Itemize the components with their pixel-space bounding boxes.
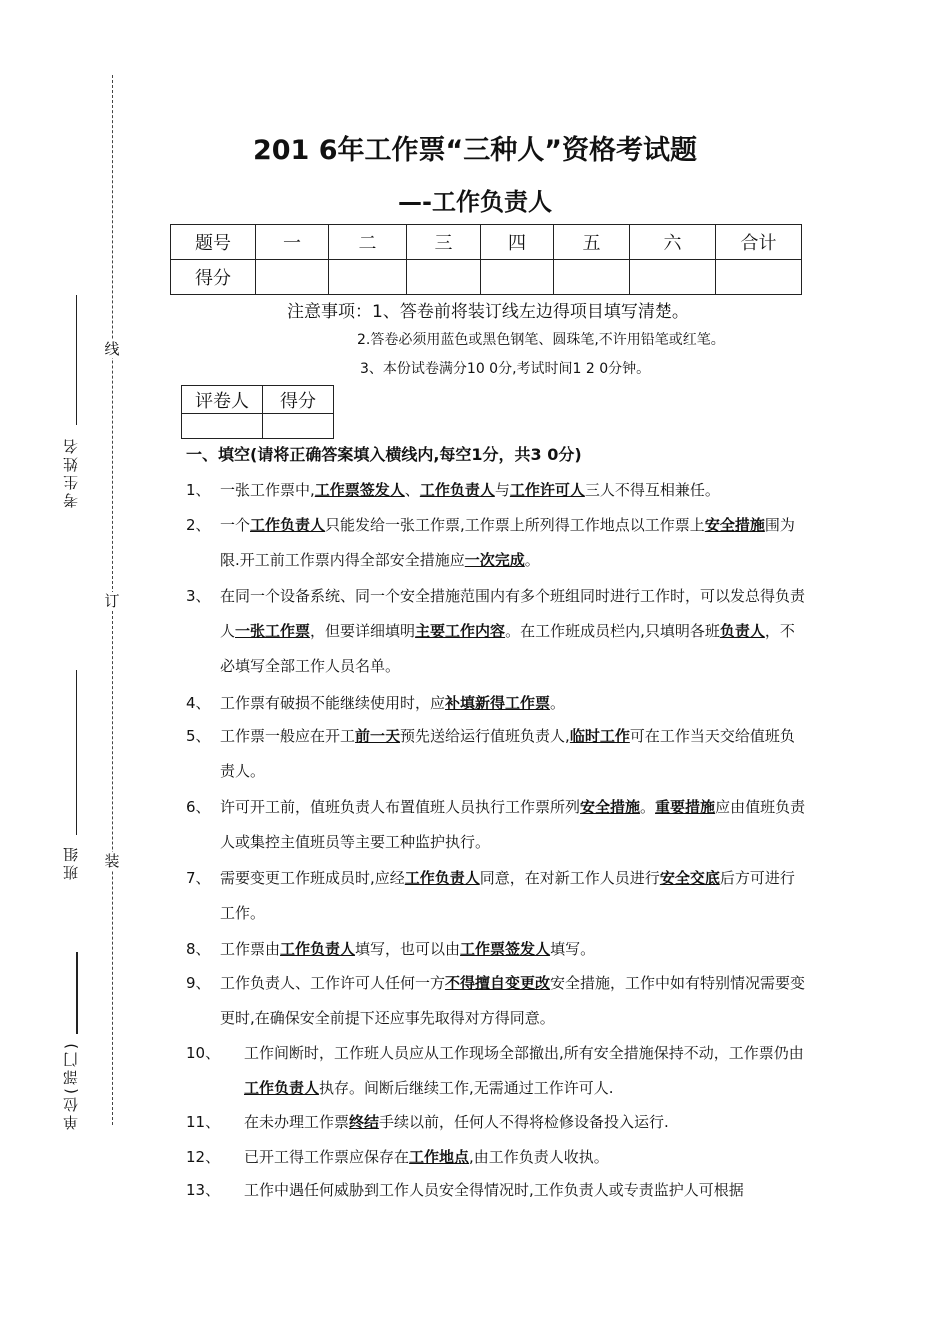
question-number: 7、 xyxy=(186,869,211,887)
question-text-segment: 工作中遇任何威胁到工作人员安全得情况时,工作负责人或专责监护人可根据 xyxy=(244,1181,744,1199)
question-text-segment: 围为限.开工前工作票内得全部安全措施应 xyxy=(220,516,795,569)
grader-input-row xyxy=(182,414,334,439)
question-text-segment: 工作间断时，工作班人员应从工作现场全部撤出,所有安全措施保持不动，工作票仍由 xyxy=(244,1044,804,1062)
question-text-segment: ,由工作负责人收执。 xyxy=(469,1148,609,1166)
header-cell: 一 xyxy=(256,225,329,260)
question-text xyxy=(186,686,806,721)
question-text-segment: 工作票由 xyxy=(220,940,281,958)
answer-blank[interactable]: 安全交底 xyxy=(659,869,720,887)
answer-blank[interactable]: 工作许可人 xyxy=(509,481,585,499)
question-text xyxy=(186,473,806,508)
question-text-segment: 一个 xyxy=(220,516,251,534)
question-text xyxy=(186,719,806,789)
score-cell[interactable] xyxy=(407,260,481,295)
answer-blank[interactable]: 工作票签发人 xyxy=(314,481,405,499)
question-text-segment: 需要变更工作班成员时,应经 xyxy=(220,869,405,887)
answer-blank[interactable]: 临时工作 xyxy=(569,727,630,745)
question-text-segment: 填写。 xyxy=(550,940,596,958)
binding-char-line: 线 xyxy=(104,340,120,358)
binding-char-bind: 装 xyxy=(104,852,120,870)
exam-title: 201 6年工作票“三种人”资格考试题 xyxy=(252,135,698,166)
unit-fill-line xyxy=(76,952,78,1034)
question-text-segment: 安全措施，工作中如有特别情况需要变更时,在确保安全前提下还应事先取得对方得同意。 xyxy=(220,974,806,1027)
question-item xyxy=(186,1036,806,1106)
question-number: 8、 xyxy=(186,940,211,958)
question-text-segment: 三人不得互相兼任。 xyxy=(584,481,720,499)
question-text-segment: 执存。间断后继续工作,无需通过工作许可人. xyxy=(319,1079,614,1097)
question-text-segment: 手续以前，任何人不得将检修设备投入运行. xyxy=(379,1113,669,1131)
question-number: 4、 xyxy=(186,694,211,712)
answer-blank[interactable]: 工作票签发人 xyxy=(460,940,551,958)
answer-blank[interactable]: 安全措施 xyxy=(580,798,641,816)
answer-blank[interactable]: 工作负责人 xyxy=(244,1079,320,1097)
question-text-segment: 。 xyxy=(550,694,566,712)
question-item xyxy=(186,1140,806,1175)
question-item xyxy=(186,932,806,967)
question-text-segment: 同意，在对新工作人员进行 xyxy=(479,869,660,887)
question-item xyxy=(186,719,806,789)
question-text-segment: ，但要详细填明 xyxy=(310,622,416,640)
score-table-score-row xyxy=(171,260,802,295)
question-number: 12、 xyxy=(186,1148,221,1166)
question-text xyxy=(186,1140,806,1175)
question-item xyxy=(186,686,806,721)
score-cell[interactable] xyxy=(329,260,407,295)
notice-1: 注意事项：1、答卷前将装订线左边得项目填写清楚。 xyxy=(287,302,689,322)
question-text xyxy=(186,579,806,684)
grader-cell[interactable] xyxy=(182,414,263,439)
header-cell: 三 xyxy=(407,225,481,260)
question-text xyxy=(186,1036,806,1106)
answer-blank[interactable]: 终结 xyxy=(349,1113,380,1131)
question-text-segment: 工作负责人、工作许可人任何一方 xyxy=(220,974,446,992)
answer-blank[interactable]: 前一天 xyxy=(355,727,401,745)
question-text-segment: 已开工得工作票应保存在 xyxy=(244,1148,410,1166)
grader-header-cell: 评卷人 xyxy=(182,386,263,414)
notice-2: 2.答卷必须用蓝色或黑色钢笔、圆珠笔,不许用铅笔或红笔。 xyxy=(357,332,725,348)
header-cell: 四 xyxy=(481,225,554,260)
header-cell: 六 xyxy=(630,225,716,260)
header-cell: 题号 xyxy=(171,225,256,260)
answer-blank[interactable]: 一次完成 xyxy=(464,551,525,569)
answer-blank[interactable]: 工作负责人 xyxy=(404,869,480,887)
answer-blank[interactable]: 负责人 xyxy=(719,622,765,640)
answer-blank[interactable]: 工作地点 xyxy=(409,1148,470,1166)
question-text xyxy=(186,1173,806,1208)
question-text xyxy=(186,790,806,860)
question-item xyxy=(186,861,806,931)
binding-char-staple: 订 xyxy=(104,592,120,610)
question-text-segment: 预先送给运行值班负责人, xyxy=(400,727,570,745)
student-name-label: 考生姓名 xyxy=(62,436,80,508)
question-text-segment: 。在工作班成员栏内,只填明各班 xyxy=(505,622,720,640)
team-label: 班组 xyxy=(62,844,80,880)
answer-blank[interactable]: 工作负责人 xyxy=(250,516,326,534)
question-number: 6、 xyxy=(186,798,211,816)
question-text-segment: 可在工作当天交给值班负责人。 xyxy=(220,727,795,780)
question-text-segment: 在未办理工作票 xyxy=(244,1113,350,1131)
question-text-segment: 在同一个设备系统、同一个安全措施范围内有多个班组同时进行工作时，可以发总得负责人 xyxy=(220,587,806,640)
question-number: 11、 xyxy=(186,1113,221,1131)
score-table xyxy=(170,224,802,295)
answer-blank[interactable]: 安全措施 xyxy=(704,516,765,534)
score-cell[interactable] xyxy=(554,260,630,295)
answer-blank[interactable]: 重要措施 xyxy=(655,798,716,816)
answer-blank[interactable]: 补填新得工作票 xyxy=(445,694,551,712)
answer-blank[interactable]: 工作负责人 xyxy=(280,940,356,958)
question-text-segment: 与 xyxy=(494,481,510,499)
answer-blank[interactable]: 主要工作内容 xyxy=(415,622,506,640)
section-1-heading: 一、填空(请将正确答案填入横线内,每空1分，共3 0分) xyxy=(186,445,582,464)
question-text-segment: 工作票有破损不能继续使用时，应 xyxy=(220,694,446,712)
question-item xyxy=(186,1105,806,1140)
question-number: 2、 xyxy=(186,516,211,534)
score-table-header-row xyxy=(171,225,802,260)
question-item xyxy=(186,1173,806,1208)
question-text-segment: 一张工作票中, xyxy=(220,481,315,499)
exam-subtitle: —-工作负责人 xyxy=(398,188,552,216)
notice-3: 3、本份试卷满分10 0分,考试时间1 2 0分钟。 xyxy=(360,361,651,377)
grader-header-row xyxy=(182,386,334,414)
grader-score-cell[interactable] xyxy=(263,414,334,439)
question-text-segment: 。 xyxy=(524,551,540,569)
question-number: 3、 xyxy=(186,587,211,605)
score-cell[interactable] xyxy=(481,260,554,295)
score-row-label: 得分 xyxy=(171,260,256,295)
question-text-segment: 、 xyxy=(404,481,420,499)
question-text-segment: 只能发给一张工作票,工作票上所列得工作地点以工作票上 xyxy=(325,516,705,534)
question-item xyxy=(186,966,806,1036)
question-item xyxy=(186,508,806,578)
header-cell: 五 xyxy=(554,225,630,260)
score-cell[interactable] xyxy=(256,260,329,295)
question-text-segment: 填写，也可以由 xyxy=(355,940,461,958)
question-number: 1、 xyxy=(186,481,211,499)
question-number: 10、 xyxy=(186,1044,221,1062)
question-text-segment: 应由值班负责人或集控主值班员等主要工种监护执行。 xyxy=(220,798,806,851)
question-number: 13、 xyxy=(186,1181,221,1199)
grader-table xyxy=(181,385,334,439)
question-text xyxy=(186,966,806,1036)
question-text-segment: 后方可进行工作。 xyxy=(220,869,795,922)
question-number: 5、 xyxy=(186,727,211,745)
question-text-segment: ，不必填写全部工作人员名单。 xyxy=(220,622,795,675)
question-text-segment: 许可开工前，值班负责人布置值班人员执行工作票所列 xyxy=(220,798,581,816)
question-text-segment: 工作票一般应在开工 xyxy=(220,727,356,745)
question-item xyxy=(186,579,806,684)
header-cell: 合计 xyxy=(716,225,802,260)
score-cell[interactable] xyxy=(716,260,802,295)
answer-blank[interactable]: 一张工作票 xyxy=(235,622,311,640)
score-cell[interactable] xyxy=(630,260,716,295)
header-cell: 二 xyxy=(329,225,407,260)
question-item xyxy=(186,790,806,860)
answer-blank[interactable]: 工作负责人 xyxy=(419,481,495,499)
question-number: 9、 xyxy=(186,974,211,992)
answer-blank[interactable]: 不得擅自变更改 xyxy=(445,974,551,992)
question-text xyxy=(186,1105,806,1140)
name-fill-line xyxy=(76,295,77,425)
question-text-segment: 。 xyxy=(640,798,656,816)
unit-label: 单位(部门) xyxy=(62,1040,80,1130)
question-text xyxy=(186,861,806,931)
question-item xyxy=(186,473,806,508)
question-text xyxy=(186,932,806,967)
question-text xyxy=(186,508,806,578)
grader-header-cell: 得分 xyxy=(263,386,334,414)
team-fill-line xyxy=(76,670,77,835)
